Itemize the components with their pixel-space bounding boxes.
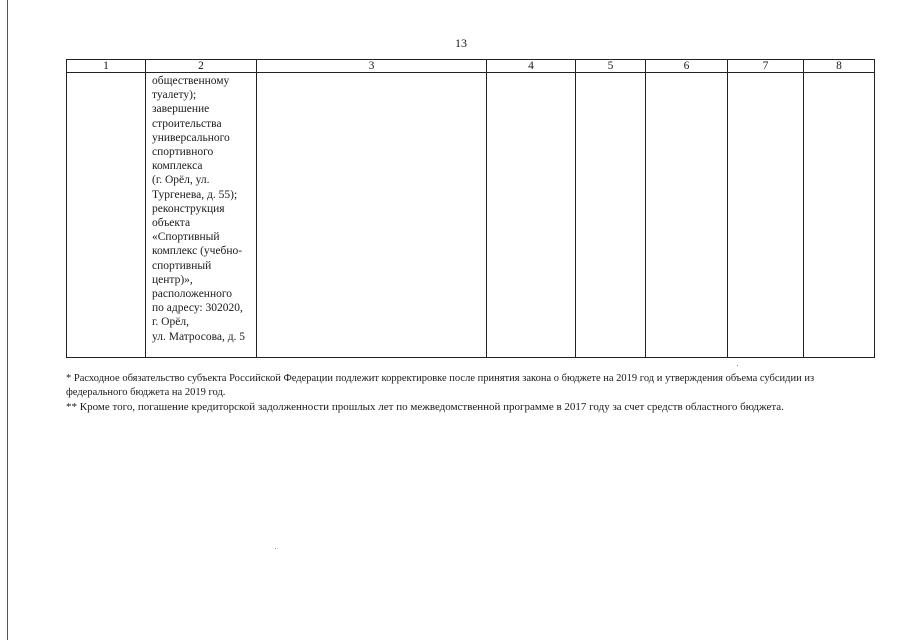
footnotes — [66, 372, 872, 414]
table-header-row — [67, 60, 875, 73]
table-cell-col8 — [804, 73, 875, 358]
page-left-edge — [7, 0, 8, 640]
column-header-4: 4 — [487, 60, 576, 73]
footnote-1: * Расходное обязательство субъекта Российской Федерации подлежит корректировке после принятия закона о бюджете на 2019 год и утверждения объема субсидии из федерального бюджета на 2019 год. — [66, 373, 815, 398]
table-row — [67, 73, 875, 358]
scan-speck — [737, 365, 738, 366]
column-header-6: 6 — [646, 60, 728, 73]
table-cell-col4 — [487, 73, 576, 358]
page-number: 13 — [455, 36, 467, 50]
table-cell-col5 — [576, 73, 646, 358]
table-cell-col7 — [728, 73, 804, 358]
table-cell-col3 — [257, 73, 487, 358]
scan-speck — [275, 548, 276, 549]
column-header-1: 1 — [67, 60, 146, 73]
column-header-3: 3 — [257, 60, 487, 73]
table-cell-col1 — [67, 73, 146, 358]
object-description: общественному туалету); завершение строительства универсального спортивного комплекса (г. Орёл, ул. Тургенева, д. 55); реконструкция объекта «Спортивный комплекс (учебно- спортивный центр)», расположенного по адресу: 302020, г. Орёл, ул. Матросова, д. 5 — [152, 75, 246, 343]
data-table — [66, 59, 875, 358]
footnote-2: ** Кроме того, погашение кредиторской задолженности прошлых лет по межведомственной программе в 2017 году за счет средств областного бюджета. — [66, 401, 784, 413]
column-header-2: 2 — [146, 60, 257, 73]
column-header-5: 5 — [576, 60, 646, 73]
column-header-8: 8 — [804, 60, 875, 73]
table-cell-col2 — [146, 73, 257, 358]
table-cell-col6 — [646, 73, 728, 358]
column-header-7: 7 — [728, 60, 804, 73]
